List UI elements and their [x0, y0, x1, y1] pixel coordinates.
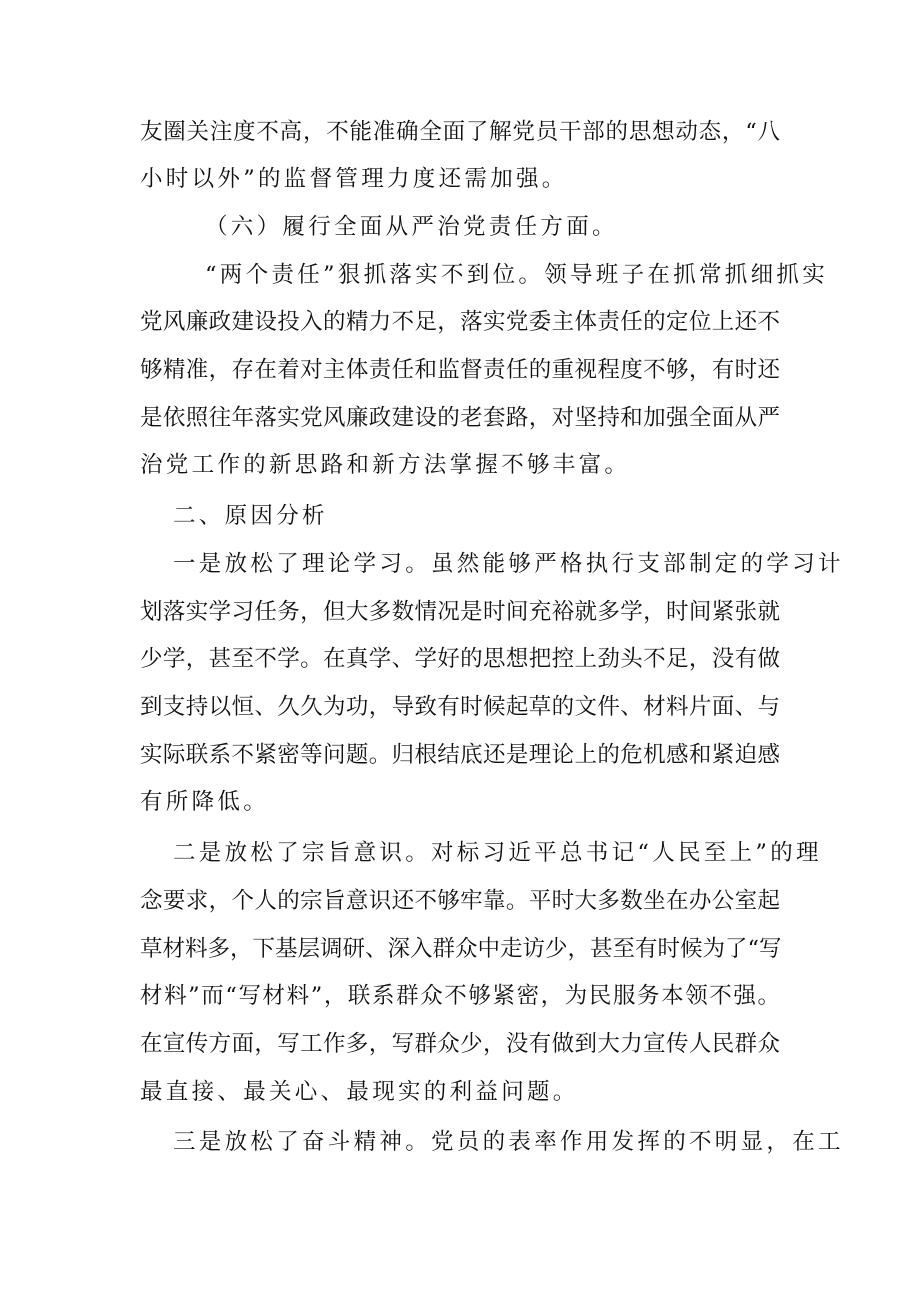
text-line: 党风廉政建设投入的精力不足，落实党委主体责任的定位上还不: [140, 309, 780, 335]
text-line: 友圈关注度不高，不能准确全面了解党员干部的思想动态，“八: [140, 119, 780, 145]
text-line: 少学，甚至不学。在真学、学好的思想把控上劲头不足，没有做: [140, 646, 780, 672]
text-line: 二是放松了宗旨意识。对标习近平总书记“人民至上”的理: [173, 840, 822, 866]
text-line: 最直接、最关心、最现实的利益问题。: [140, 1079, 579, 1105]
section-heading-six: （六）履行全面从严治党责任方面。: [205, 214, 618, 240]
text-line: “两个责任”狠抓落实不到位。领导班子在抓常抓细抓实: [205, 262, 829, 288]
text-line: 一是放松了理论学习。虽然能够严格执行支部制定的学习计: [173, 551, 844, 577]
text-line: 够精准，存在着对主体责任和监督责任的重视程度不够，有时还: [140, 357, 780, 383]
text-line: 治党工作的新思路和新方法掌握不够丰富。: [140, 452, 631, 478]
text-line: 念要求，个人的宗旨意识还不够牢靠。平时大多数坐在办公室起: [140, 888, 780, 914]
text-line: 实际联系不紧密等问题。归根结底还是理论上的危机感和紧迫感: [140, 742, 780, 768]
text-line: 材料”而“写材料”，联系群众不够紧密，为民服务本领不强。: [140, 983, 780, 1009]
text-line: 是依照往年落实党风廉政建设的老套路，对坚持和加强全面从严: [140, 405, 780, 431]
text-line: 在宣传方面，写工作多，写群众少，没有做到大力宣传人民群众: [140, 1031, 780, 1057]
text-line: 划落实学习任务，但大多数情况是时间充裕就多学，时间紧张就: [140, 599, 780, 625]
text-line: 有所降低。: [140, 789, 270, 815]
section-heading-cause-analysis: 二、原因分析: [173, 503, 328, 529]
text-line: 到支持以恒、久久为功，导致有时候起草的文件、材料片面、与: [140, 694, 780, 720]
text-line: 三是放松了奋斗精神。党员的表率作用发挥的不明显，在工: [173, 1129, 844, 1155]
text-line: 小时以外”的监督管理力度还需加强。: [140, 166, 568, 192]
text-line: 草材料多，下基层调研、深入群众中走访少，甚至有时候为了“写: [140, 936, 782, 962]
